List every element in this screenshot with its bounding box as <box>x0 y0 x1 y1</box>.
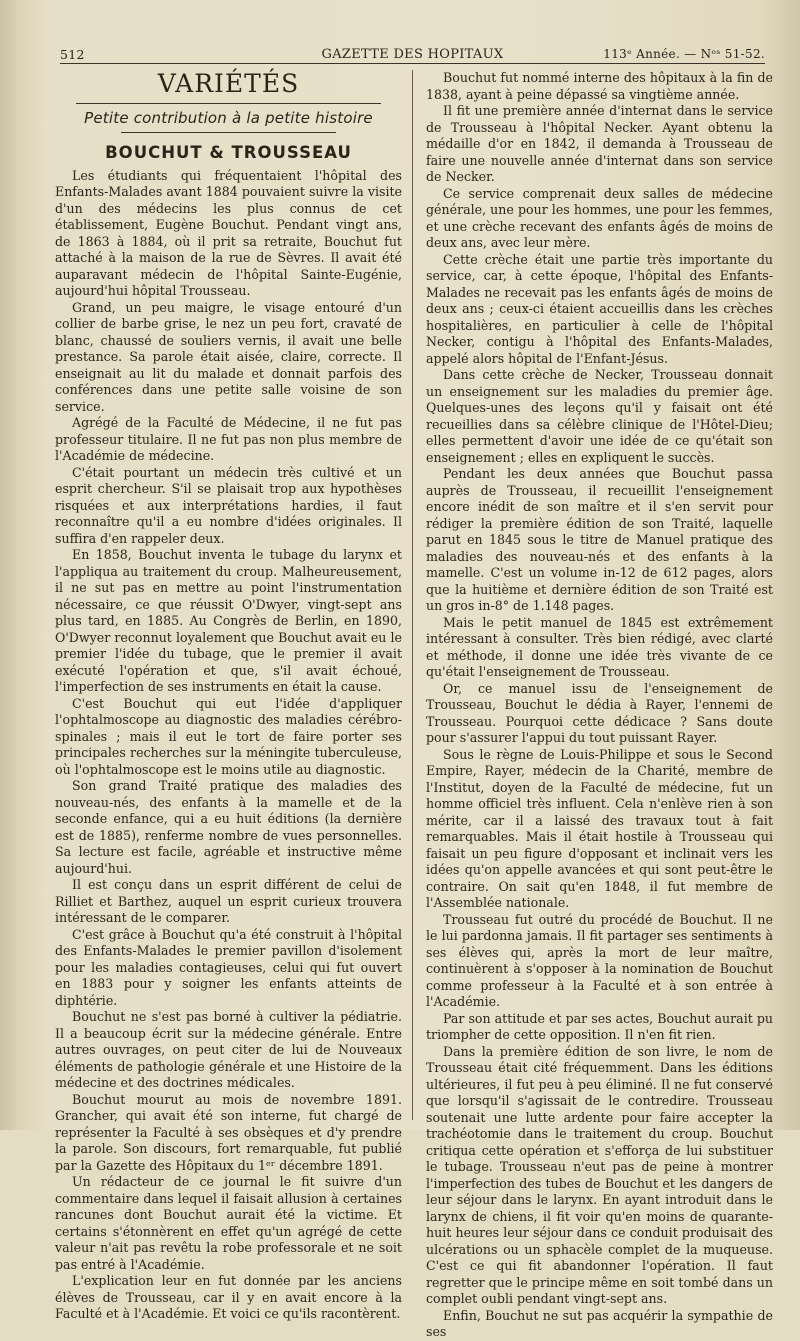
paragraph: Les étudiants qui fréquentaient l'hôpital des Enfants-Malades avant 1884 pouvaient suivre la visite d'un des médecins les plus connus de cet établissement, Eugène Bouchut. Pendant vingt ans, de 1863 à 1884, où il prit sa retraite, Bouchut fut attaché à la maison de la rue de Sèvres. Il avait été auparavant médecin de l'hôpital Sainte-Eugénie, aujourd'hui hôpital Trousseau. <box>55 167 402 298</box>
paragraph: Dans cette crèche de Necker, Trousseau donnait un enseignement sur les maladies du premier âge. Quelques-unes des leçons qu'il y faisait ont été recueillies dans sa célèbre clinique de l'Hôtel-Dieu; elles permettent d'avoir une idée de ce qu'était son enseignement ; elles en expliquent le succès. <box>426 367 773 465</box>
paragraph: Pendant les deux années que Bouchut passa auprès de Trousseau, il recueillit l'enseignement encore inédit de son maître et il s'en servit pour rédiger la première édition de son Traité, laquelle parut en 1845 sous le titre de Manuel pratique des maladies des nouveau-nés et des enfants à la mamelle. C'est un volume in-12 de 612 pages, alors que la huitième et dernière édition de son Traité est un gros in-8° de 1.148 pages. <box>426 466 773 613</box>
paragraph: Mais le petit manuel de 1845 est extrêmement intéressant à consulter. Très bien rédigé, avec clarté et méthode, il donne une idée très vivante de ce qu'était l'enseignement de Trousseau. <box>426 614 773 679</box>
article-subtitle: Petite contribution à la petite histoire <box>84 108 373 127</box>
page-number: 512 <box>60 47 85 62</box>
subtitle-rule <box>121 132 336 133</box>
paragraph: L'explication leur en fut donnée par les anciens élèves de Trousseau, car il y en avait encore à la Faculté et à l'Académie. Et voici ce qu'ils racontèrent. <box>55 1273 402 1321</box>
paragraph: C'est grâce à Bouchut qu'a été construit à l'hôpital des Enfants-Malades le premier pavillon d'isolement pour les maladies contagieuses, celui qui fut ouvert en 1883 pour y soigner les enfants atteints de diphtérie. <box>55 926 402 1008</box>
paragraph: Ce service comprenait deux salles de médecine générale, une pour les hommes, une pour les femmes, et une crèche recevant des enfants âgés de moins de deux ans, avec leur mère. <box>426 185 773 250</box>
issue-number: 113ᵉ Année. — Nᵒˢ 51-52. <box>603 47 765 61</box>
paragraph: Bouchut fut nommé interne des hôpitaux à la fin de 1838, ayant à peine dépassé sa vingtième année. <box>426 70 773 102</box>
paragraph: Trousseau fut outré du procédé de Bouchut. Il ne le lui pardonna jamais. Il fit partager ses sentiments à ses élèves qui, après la mort de leur maître, continuèrent à s'opposer à la nomination de Bouchut comme professeur à la Faculté et à son entrée à l'Académie. <box>426 911 773 1009</box>
paragraph: Un rédacteur de ce journal le fit suivre d'un commentaire dans lequel il faisait allusion à certaines rancunes dont Bouchut aurait été la victime. Et certains s'étonnèrent en effet qu'un agrégé de cette valeur n'ait pas revêtu la robe professorale et ne soit pas entré à l'Académie. <box>55 1174 402 1272</box>
paragraph: Cette crèche était une partie très importante du service, car, à cette époque, l'hôpital des Enfants-Malades ne recevait pas les enfants âgés de moins de deux ans ; ceux-ci étaient accueillis dans les crèches hospitalières, en particulier à celle de l'hôpital Necker, contigu à l'hôpital des Enfants-Malades, appelé alors hôpital de l'Enfant-Jésus. <box>426 251 773 366</box>
paragraph: Il est conçu dans un esprit différent de celui de Rilliet et Barthez, auquel un esprit curieux trouvera intéressant de le comparer. <box>55 877 402 925</box>
article-title: BOUCHUT & TROUSSEAU <box>105 143 352 162</box>
paragraph: Dans la première édition de son livre, le nom de Trousseau était cité fréquemment. Dans les éditions ultérieures, il fut peu à peu éliminé. Il ne fut conservé que lorsqu'il s'agissait de le contredire. Trousseau soutenait une lutte ardente pour faire accepter la trachéotomie dans le traitement du croup. Bouchut critiqua cette opération et s'efforça de lui substituer le tubage. Trousseau n'eut pas de peine à montrer l'imperfection des tubes de Bouchut et les dangers de leur séjour dans le larynx. En ayant introduit dans le larynx de chiens, il fit voir qu'en moins de quarante-huit heures leur séjour dans ce conduit produisait des ulcérations ou un sphacèle complet de la muqueuse. C'est ce qui fit abandonner l'opération. Il faut regretter que le principe même en soit tombé dans un complet oubli pendant vingt-sept ans. <box>426 1043 773 1306</box>
paragraph: Enfin, Bouchut ne sut pas acquérir la sympathie de ses <box>426 1307 773 1339</box>
paragraph: C'était pourtant un médecin très cultivé et un esprit chercheur. S'il se plaisait trop aux hypothèses risquées et aux interprétations hardies, il faut reconnaître qu'il a eu nombre d'idées originales. Il suffira d'en rappeler deux. <box>55 464 402 546</box>
paragraph: Bouchut ne s'est pas borné à cultiver la pédiatrie. Il a beaucoup écrit sur la médecine générale. Entre autres ouvrages, on peut citer de lui de Nouveaux éléments de pathologie générale et une Histoire de la médecine et des doctrines médicales. <box>55 1009 402 1090</box>
paragraph: C'est Bouchut qui eut l'idée d'appliquer l'ophtalmoscope au diagnostic des maladies cérébro-spinales ; mais il eut le tort de faire porter ses principales recherches sur la méningite tuberculeuse, où l'ophtalmoscope est le moins utile au diagnostic. <box>55 695 402 777</box>
paragraph: Par son attitude et par ses actes, Bouchut aurait pu triompher de cette opposition. Il n'en fit rien. <box>426 1010 773 1042</box>
paragraph: Sous le règne de Louis-Philippe et sous le Second Empire, Rayer, médecin de la Charité, membre de l'Institut, doyen de la Faculté de médecine, fut un homme officiel très influent. Cela n'enlève rien à son mérite, car il a laissé des travaux tout à fait remarquables. Mais il était hostile à Trousseau qui faisait un peu figure d'opposant et inclinait vers les idées qu'on appelle avancées et qui sont peut-être le contraire. On sait qu'en 1848, il fut membre de l'Assemblée nationale. <box>426 746 773 910</box>
paragraph: Bouchut mourut au mois de novembre 1891. Grancher, qui avait été son interne, fut chargé de représenter la Faculté à ses obsèques et d'y prendre la parole. Son discours, fort remarquable, fut publié par la Gazette des Hôpitaux du 1ᵉʳ décembre 1891. <box>55 1091 402 1173</box>
section-title: VARIÉTÉS <box>157 69 300 98</box>
paragraph: Il fit une première année d'internat dans le service de Trousseau à l'hôpital Necker. Ayant obtenu la médaille d'or en 1842, il demanda à Trousseau de faire une nouvelle année d'internat dans son service de Necker. <box>426 103 773 184</box>
paragraph: Or, ce manuel issu de l'enseignement de Trousseau, Bouchut le dédia à Rayer, l'ennemi de Trousseau. Pourquoi cette dédicace ? Sans doute pour s'assurer l'appui du tout puissant Rayer. <box>426 680 773 745</box>
column-divider <box>412 70 413 1120</box>
header-rule <box>60 63 765 64</box>
paragraph: Grand, un peu maigre, le visage entouré d'un collier de barbe grise, le nez un peu fort, cravaté de blanc, chaussé de souliers vernis, il avait une belle prestance. Sa parole était aisée, claire, correcte. Il enseignait au lit du malade et donnait parfois des conférences dans une petite salle voisine de son service. <box>55 299 402 414</box>
paragraph: En 1858, Bouchut inventa le tubage du larynx et l'appliqua au traitement du croup. Malheureusement, il ne sut pas en mettre au point l'instrumentation nécessaire, ce que réussit O'Dwyer, vingt-sept ans plus tard, en 1885. Au Congrès de Berlin, en 1890, O'Dwyer reconnut loyalement que Bouchut avait eu le premier l'idée du tubage, que le premier il avait exécuté l'opération et que, s'il avait échoué, l'imperfection de ses instruments en était la cause. <box>55 547 402 694</box>
paragraph: Agrégé de la Faculté de Médecine, il ne fut pas professeur titulaire. Il ne fut pas non plus membre de l'Académie de médecine. <box>55 415 402 463</box>
section-rule <box>76 103 381 104</box>
right-column <box>426 70 773 1341</box>
paragraph: Son grand Traité pratique des maladies des nouveau-nés, des enfants à la mamelle et de la seconde enfance, qui a eu huit éditions (la dernière est de 1885), renferme nombre de vues personnelles. Sa lecture est facile, agréable et instructive même aujourd'hui. <box>55 778 402 876</box>
left-column <box>55 70 402 1323</box>
journal-title: GAZETTE DES HOPITAUX <box>321 47 504 62</box>
page-header <box>60 44 765 64</box>
